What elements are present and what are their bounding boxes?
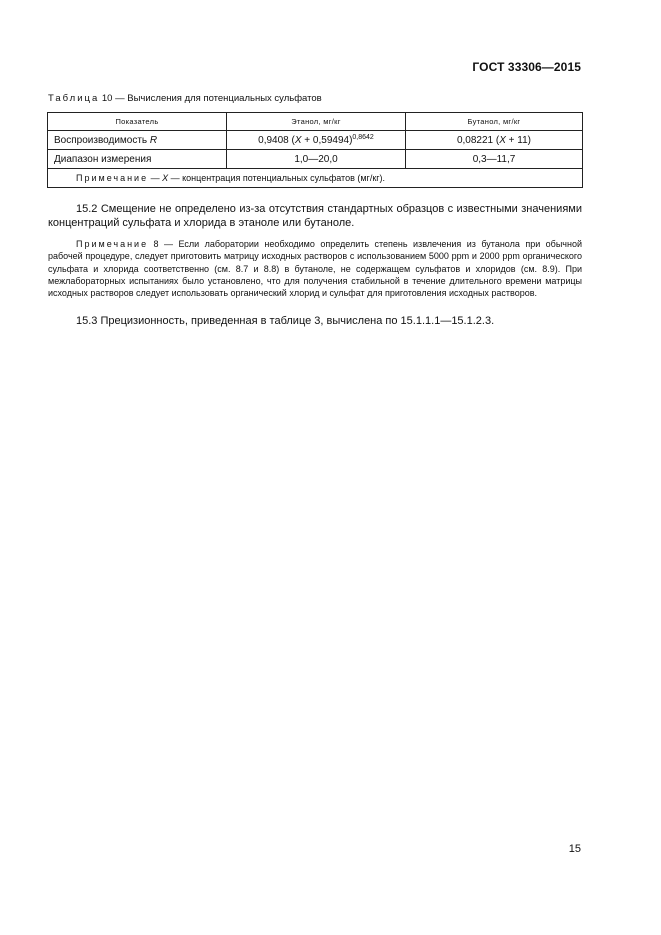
- table-caption: [48, 93, 322, 104]
- row-reproducibility-label: Воспроизводимость R: [48, 131, 227, 150]
- table-note-row: [48, 169, 583, 188]
- row-range-ethanol: 1,0—20,0: [227, 150, 406, 169]
- row-range-butanol: 0,3—11,7: [406, 150, 583, 169]
- row-reproducibility-butanol: 0,08221 (X + 11): [406, 131, 583, 150]
- sulfate-calculation-table: [47, 112, 583, 188]
- document-code: ГОСТ 33306—2015: [472, 60, 581, 74]
- row-reproducibility-ethanol: 0,9408 $(X + 0,59494)^{0,8642}$: [227, 131, 406, 150]
- paragraph-15-3: 15.3 Прецизионность, приведенная в таблице 3, вычислена по 15.1.1.1—15.1.2.3.: [76, 315, 495, 327]
- table-header-row: [48, 113, 583, 131]
- note-8: Примечание 8 — Если лаборатории необходимо определить степень извлечения из бутанола при обычной рабочей процедуре, следует приготовить матрицу исходных растворов с использованием 5000 ppm и 2000 ppm органического сульфата и хлорида соответственно (см. 8.7 и 8.8) в бутаноле, не содержащем сульфатов и хлоридов (см. 8.9). При межлабораторных испытаниях было установлено, что для получения стабильной в течение длительного времени матрицы исходных растворов следует использовать органический хлорид и сульфат для приготовления исходных растворов.: [48, 239, 582, 299]
- table-caption-text: 10 — Вычисления для потенциальных сульфатов: [99, 93, 322, 104]
- row-range-label: Диапазон измерения: [48, 150, 227, 169]
- table-caption-prefix: Таблица: [48, 93, 100, 104]
- table-row: [48, 150, 583, 169]
- paragraph-15-2: 15.2 Смещение не определено из-за отсутствия стандартных образцов с известными значениями концентраций сульфата и хлорида в этаноле или бутаноле.: [48, 203, 582, 229]
- page-number: 15: [568, 843, 581, 855]
- header-butanol: Бутанол, мг/кг: [406, 113, 583, 131]
- header-ethanol: Этанол, мг/кг: [227, 113, 406, 131]
- table-row: [48, 131, 583, 150]
- table-note: Примечание — X — концентрация потенциальных сульфатов (мг/кг).: [48, 169, 583, 188]
- header-indicator: Показатель: [48, 113, 227, 131]
